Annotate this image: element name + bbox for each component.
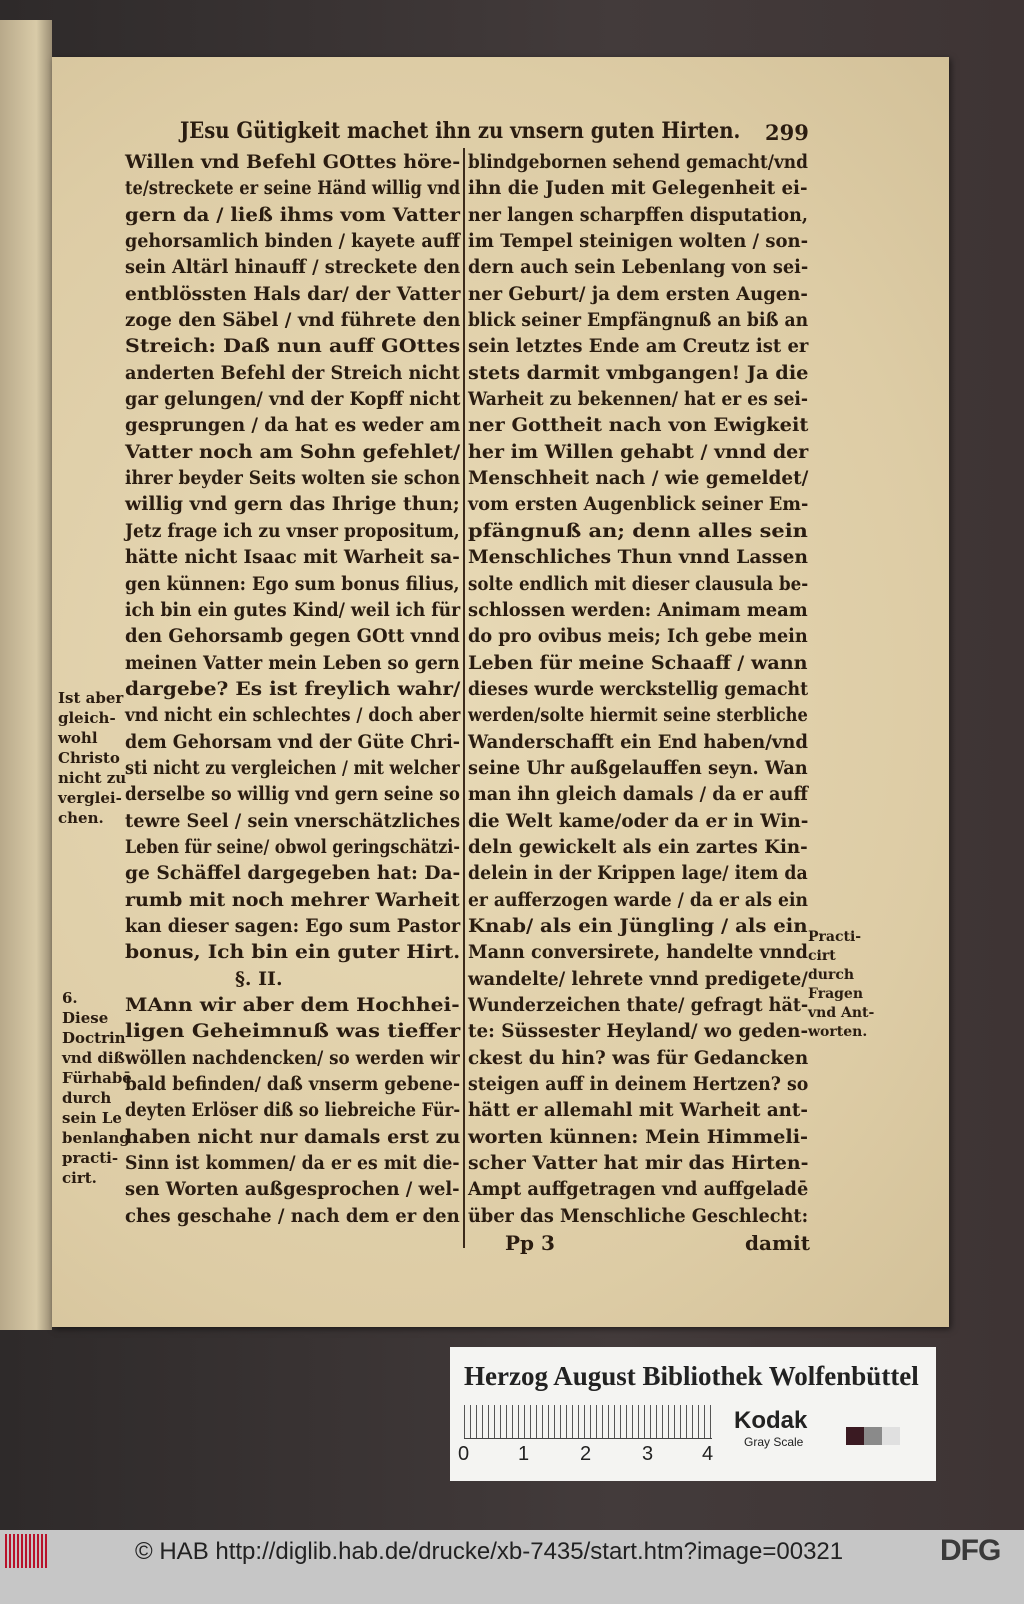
note-line: verglei-: [58, 789, 122, 807]
text-line: über das Menschliche Geschlecht:: [468, 1204, 809, 1227]
text-line: ner langen scharpffen disputation,: [468, 203, 808, 226]
text-line: seine Uhr außgelauffen seyn. Wan: [468, 756, 808, 779]
note-line: wohl: [58, 729, 98, 747]
text-line: ner Gottheit nach von Ewigkeit: [468, 414, 809, 437]
note-line: Ist aber: [58, 689, 124, 707]
text-line: Leben für meine Schaaff / wann: [468, 651, 808, 674]
text-line: entblössten Hals dar/ der Vatter: [125, 282, 461, 305]
text-line: sti nicht zu vergleichen / mit welcher: [125, 756, 460, 779]
note-line: vnd Ant-: [808, 1005, 875, 1021]
text-line: worten künnen: Mein Himmeli-: [468, 1125, 809, 1148]
text-line: hätte nicht Isaac mit Warheit sa-: [125, 546, 460, 569]
dfg-logo: DFG: [940, 1534, 1001, 1567]
text-line: ligen Geheimnuß was tieffer: [125, 1020, 461, 1043]
text-line: Willen vnd Befehl GOttes höre-: [125, 151, 461, 173]
text-line: steigen auff in deinem Hertzen? so: [468, 1073, 809, 1096]
text-line: sen Worten außgesprochen / wel-: [125, 1178, 460, 1201]
text-line: te: Süssester Heyland/ wo geden-: [468, 1020, 809, 1043]
text-line: haben nicht nur damals erst zu: [125, 1125, 461, 1148]
text-line: anderten Befehl der Streich nicht: [125, 361, 460, 384]
text-line: tewre Seel / sein vnerschätzliches: [125, 809, 461, 832]
note-line: cirt.: [62, 1169, 97, 1187]
text-line: Menschliches Thun vnnd Lassen: [468, 546, 808, 569]
scale-number: 4: [702, 1443, 714, 1465]
note-line: chen.: [58, 809, 104, 827]
text-line: gehorsamlich binden / kayete auff: [125, 230, 460, 253]
text-line: wöllen nachdencken/ so werden wir: [125, 1046, 460, 1069]
text-line: ihn die Juden mit Gelegenheit ei-: [468, 177, 808, 200]
card-title: Herzog August Bibliothek Wolfenbüttel: [464, 1361, 919, 1391]
left-text-column: [125, 149, 460, 1229]
gray-patch: [846, 1427, 864, 1445]
text-line: Mann conversirete, handelte vnnd: [468, 941, 808, 964]
text-line: wandelte/ lehrete vnnd predigete/: [468, 967, 808, 990]
adjacent-page-edge: [0, 20, 52, 1330]
text-line: hätt er allemahl mit Warheit ant-: [468, 1099, 808, 1122]
page-number: 299: [765, 120, 809, 145]
text-line: MAnn wir aber dem Hochhei-: [125, 994, 460, 1016]
margin-note-left-1: [58, 688, 126, 828]
text-line: sein Altärl hinauff / streckete den: [125, 256, 461, 279]
margin-note-left-2: [62, 988, 132, 1188]
text-line: rumb mit noch mehrer Warheit: [125, 888, 460, 911]
text-line: zoge den Säbel / vnd führete den: [125, 309, 461, 332]
text-line: die Welt kame/oder da er in Win-: [468, 809, 809, 832]
text-line: Ampt auffgetragen vnd auffgeladē: [468, 1178, 809, 1201]
text-line: schlossen werden: Animam meam: [468, 598, 808, 621]
text-line: blindgebornen sehend gemacht/vnd: [468, 151, 808, 173]
catchword: damit: [745, 1231, 810, 1255]
margin-note-right: [808, 928, 874, 1042]
note-line: sein Le: [62, 1109, 122, 1127]
note-line: vnd diß: [62, 1049, 125, 1067]
footer-bar: [0, 1530, 1024, 1604]
gray-scale-label: Gray Scale: [744, 1435, 804, 1449]
text-line: Streich: Daß nun auff GOttes: [125, 335, 461, 358]
right-text-column: [468, 149, 808, 1229]
text-line: sein letztes Ende am Creutz ist er: [468, 335, 809, 358]
text-line: gar gelungen/ vnd der Kopff nicht: [125, 388, 461, 411]
text-line: bald befinden/ daß vnserm gebene-: [125, 1073, 461, 1096]
text-line: solte endlich mit dieser clausula be-: [468, 572, 809, 595]
text-line: §. II.: [235, 967, 283, 990]
ruler-scale: [464, 1405, 712, 1439]
text-line: do pro ovibus meis; Ich gebe mein: [468, 625, 808, 648]
text-line: dieses wurde werckstellig gemacht: [468, 677, 809, 700]
note-line: Practi-: [808, 929, 862, 945]
note-line: 6.: [62, 989, 78, 1007]
text-line: ich bin ein gutes Kind/ weil ich für: [125, 598, 461, 621]
color-card: [450, 1347, 936, 1481]
text-line: delein in der Krippen lage/ item da: [468, 862, 808, 885]
text-line: willig vnd gern das Ihrige thun;: [125, 493, 460, 516]
scale-number: 2: [580, 1443, 592, 1465]
text-line: stets darmit vmbgangen! Ja die: [468, 361, 809, 384]
text-line: werden/solte hiermit seine sterbliche: [468, 704, 808, 727]
text-line: deyten Erlöser diß so liebreiche Für-: [125, 1099, 461, 1122]
text-line: ckest du hin? was für Gedancken: [468, 1046, 809, 1069]
text-line: Wanderschafft ein End haben/vnd: [468, 730, 808, 753]
kodak-brand: Kodak: [734, 1407, 808, 1434]
scale-number: 1: [518, 1443, 530, 1465]
scale-number: 0: [458, 1443, 470, 1465]
text-line: vom ersten Augenblick seiner Em-: [468, 493, 809, 516]
text-line: er aufferzogen warde / da er als ein: [468, 888, 808, 911]
source-url[interactable]: © HAB http://diglib.hab.de/drucke/xb-7435/start.htm?image=00321: [135, 1538, 844, 1565]
note-line: durch: [808, 967, 855, 983]
note-line: durch: [62, 1089, 112, 1107]
text-line: derselbe so willig vnd gern seine so: [125, 783, 460, 806]
text-line: Leben für seine/ obwol geringschätzi-: [125, 835, 460, 858]
text-line: Jetz frage ich zu vnser propositum,: [125, 519, 460, 542]
note-line: Doctrin: [62, 1029, 126, 1047]
running-title: JEsu Gütigkeit machet ihn zu vnsern guten Hirten.: [180, 118, 741, 144]
text-line: Warheit zu bekennen/ hat er es sei-: [468, 388, 808, 411]
text-line: kan dieser sagen: Ego sum Pastor: [125, 914, 461, 937]
note-line: nicht zu: [58, 769, 127, 787]
text-line: Menschheit nach / wie gemeldet/: [468, 467, 809, 490]
note-line: Diese: [62, 1009, 109, 1027]
text-line: im Tempel steinigen wolten / son-: [468, 230, 809, 253]
gray-patch: [864, 1427, 882, 1445]
text-line: ihrer beyder Seits wolten sie schon: [125, 467, 461, 490]
hab-logo-icon: [5, 1534, 47, 1568]
text-line: ches geschahe / nach dem er den: [125, 1204, 460, 1227]
text-line: meinen Vatter mein Leben so gern: [125, 651, 460, 674]
text-line: dern auch sein Lebenlang von sei-: [468, 256, 809, 279]
text-line: gern da / ließ ihms vom Vatter: [125, 203, 460, 226]
text-line: man ihn gleich damals / da er auff: [468, 783, 808, 806]
note-line: gleich-: [58, 709, 116, 727]
text-line: gesprungen / da hat es weder am: [125, 414, 461, 437]
column-divider: [463, 148, 465, 1248]
text-line: Vatter noch am Sohn gefehlet/: [125, 440, 461, 463]
text-line: pfängnuß an; denn alles sein: [468, 519, 808, 542]
text-line: vnd nicht ein schlechtes / doch aber: [125, 704, 461, 727]
text-line: her im Willen gehabt / vnnd der: [468, 440, 809, 463]
text-line: Wunderzeichen thate/ gefragt hät-: [468, 994, 809, 1016]
scale-number: 3: [642, 1443, 654, 1465]
text-line: deln gewickelt als ein zartes Kin-: [468, 835, 808, 858]
text-line: den Gehorsamb gegen GOtt vnnd: [125, 625, 460, 648]
text-line: ner Geburt/ ja dem ersten Augen-: [468, 282, 808, 305]
note-line: Fragen: [808, 986, 864, 1002]
note-line: Christo: [58, 749, 120, 767]
text-line: te/streckete er seine Händ willig vnd: [125, 177, 461, 200]
text-line: Sinn ist kommen/ da er es mit die-: [125, 1152, 460, 1175]
text-line: dargebe? Es ist freylich wahr/: [125, 677, 461, 700]
signature-mark: Pp 3: [505, 1231, 555, 1255]
text-line: bonus, Ich bin ein guter Hirt.: [125, 941, 461, 964]
note-line: cirt: [808, 948, 836, 964]
note-line: benlang: [62, 1129, 130, 1147]
text-line: Knab/ als ein Jüngling / als ein: [468, 914, 808, 937]
text-line: dem Gehorsam vnd der Güte Chri-: [125, 730, 460, 753]
text-line: scher Vatter hat mir das Hirten-: [468, 1152, 809, 1175]
text-line: ge Schäffel dargegeben hat: Da-: [125, 862, 461, 885]
note-line: practi-: [62, 1149, 119, 1167]
note-line: Fürhabē: [62, 1069, 132, 1087]
text-line: gen künnen: Ego sum bonus filius,: [125, 572, 460, 595]
note-line: worten.: [808, 1024, 868, 1040]
text-line: blick seiner Empfängnuß an biß an: [468, 309, 809, 332]
gray-patch: [882, 1427, 900, 1445]
